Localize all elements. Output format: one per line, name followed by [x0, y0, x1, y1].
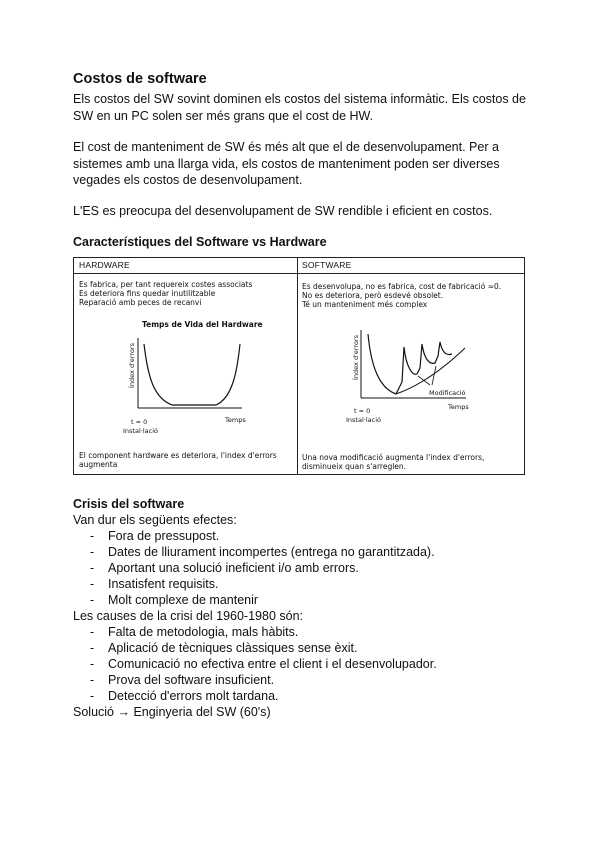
paragraph-line: sistemes amb una llarga vida, els costos de manteniment poden ser diverses	[73, 156, 500, 171]
paragraph-costs-3: L'ES es preocupa del desenvolupament de SW rendible i eficient en costos.	[73, 204, 493, 218]
list-item-text: Prova del software insuficient.	[108, 673, 275, 687]
list-item-text: Molt complexe de mantenir	[108, 593, 259, 607]
section-title-costs: Costos de software	[73, 71, 207, 87]
software-failure-curve	[74, 258, 526, 476]
software-footer	[302, 453, 522, 471]
crisis-solution: Solució → Enginyeria del SW (60's)	[73, 705, 271, 719]
list-item-text: Dates de lliurament incompertes (entrega no garantitzada).	[108, 545, 435, 559]
cell-line: Una nova modificació augmenta l'index d'errors,	[302, 453, 485, 462]
section-title-crisis: Crisis del software	[73, 497, 185, 511]
hw-sw-comparison-table	[73, 257, 525, 475]
bullet-dash: -	[90, 625, 95, 639]
cell-line: Es desenvolupa, no es fabrica, cost de fabricació ≈0.	[302, 282, 502, 291]
list-item-text: Falta de metodologia, mals hàbits.	[108, 625, 299, 639]
software-graph-modification: Modificació	[429, 389, 466, 397]
sw-trend-line	[396, 348, 465, 394]
list-item-text: Insatisfent requisits.	[108, 577, 219, 591]
software-graph-ylabel: Índex d'errors	[352, 335, 360, 380]
paragraph-line: Els costos del SW sovint dominen els costos del sistema informàtic. Els costos de	[73, 92, 526, 106]
software-graph-xlabel: Temps	[448, 403, 469, 411]
paragraph-line: vegades els costos de desenvolupament.	[73, 173, 303, 187]
sw-arrow-2	[432, 366, 436, 385]
bullet-dash: -	[90, 689, 95, 703]
cell-line: Es fabrica, per tant requereix costes associats	[79, 280, 253, 289]
bullet-dash: -	[90, 529, 95, 543]
list-item-text: Comunicació no efectiva entre el client i el desenvolupador.	[108, 657, 437, 671]
paragraph-line: El cost de manteniment de SW és més alt que el de desenvolupament. Per a	[73, 140, 499, 154]
software-graph-install: Instal·lació	[346, 416, 381, 424]
list-item-text: Detecció d'errors molt tardana.	[108, 689, 279, 703]
cell-line: Reparació amb peces de recanvi	[79, 298, 202, 307]
cell-line: El component hardware es deteriora, l'index d'errors	[79, 451, 277, 460]
cell-line: disminueix quan s'arreglen.	[302, 462, 407, 471]
bullet-dash: -	[90, 673, 95, 687]
bullet-dash: -	[90, 593, 95, 607]
sw-initial-curve	[368, 334, 396, 394]
cell-line: Es deteriora fins quedar inutilitzable	[79, 289, 216, 298]
bullet-dash: -	[90, 657, 95, 671]
bullet-dash: -	[90, 561, 95, 575]
paragraph-costs-2	[73, 139, 533, 189]
cell-line: No es deteriora, però esdevé obsolet.	[302, 291, 444, 300]
section-title-characteristics: Característiques del Software vs Hardware	[73, 235, 327, 249]
hardware-graph-t0: t = 0	[131, 418, 148, 426]
paragraph-costs-1	[73, 91, 533, 124]
list-item-text: Aportant una solució ineficient i/o amb errors.	[108, 561, 359, 575]
bullet-dash: -	[90, 641, 95, 655]
table-header-software: SOFTWARE	[302, 260, 352, 270]
list-item-text: Aplicació de tècniques clàssiques sense èxit.	[108, 641, 358, 655]
causes-intro: Les causes de la crisi del 1960-1980 són:	[73, 609, 304, 623]
bullet-dash: -	[90, 545, 95, 559]
crisis-intro: Van dur els següents efectes:	[73, 513, 237, 527]
list-item-text: Fora de pressupost.	[108, 529, 220, 543]
sw-modification-spikes	[396, 342, 452, 394]
table-header-hardware: HARDWARE	[79, 260, 130, 270]
hardware-graph-ylabel: Índex d'errors	[128, 343, 136, 388]
paragraph-line: SW en un PC solen ser més grans que el cost de HW.	[73, 108, 374, 123]
software-graph-t0: t = 0	[354, 407, 371, 415]
cell-line: augmenta	[79, 460, 118, 469]
hardware-graph-xlabel: Temps	[225, 416, 246, 424]
cell-line: Té un manteniment més complex	[302, 300, 428, 309]
hardware-graph-title: Temps de Vida del Hardware	[142, 320, 263, 329]
bullet-dash: -	[90, 577, 95, 591]
hardware-graph-install: Instal·lació	[123, 427, 158, 435]
